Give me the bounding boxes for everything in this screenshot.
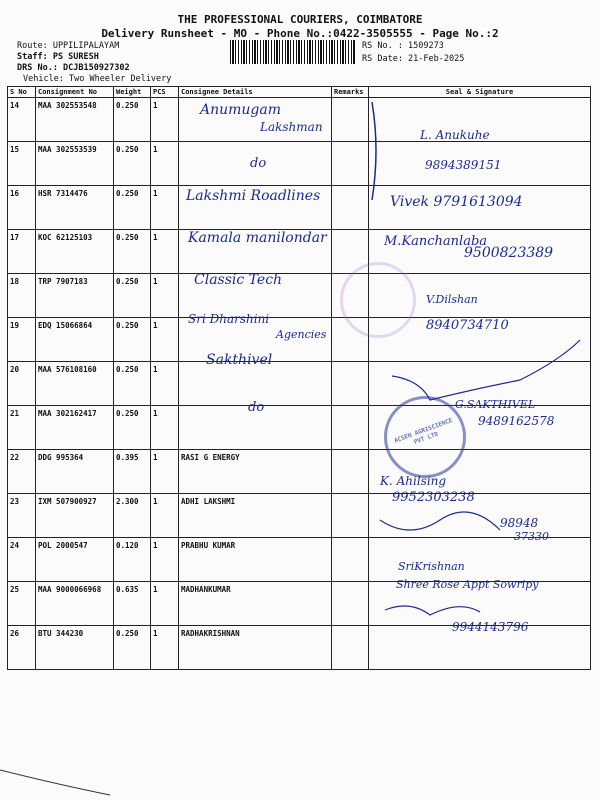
cell-pcs: 1: [151, 406, 179, 450]
cell-weight: 0.250: [114, 318, 151, 362]
col-consignee: Consignee Details: [179, 87, 332, 98]
cell-consignment: TRP 7907183: [36, 274, 114, 318]
hand-signature-19a: V.Dilshan: [426, 293, 478, 306]
hand-phone-24a: 98948: [500, 516, 539, 530]
cell-weight: 0.250: [114, 362, 151, 406]
runsheet-subtitle: Delivery Runsheet - MO - Phone No.:0422-3505555 - Page No.:2: [101, 27, 499, 40]
faded-stamp: [340, 262, 416, 338]
cell-weight: 0.250: [114, 230, 151, 274]
cell-sno: 22: [8, 450, 36, 494]
table-row: [8, 538, 591, 582]
table-row: [8, 142, 591, 186]
cell-consignment: BTU 344230: [36, 626, 114, 670]
hand-consignee-18: Classic Tech: [194, 272, 283, 288]
page-edge-mark: [0, 770, 110, 795]
cell-weight: 0.120: [114, 538, 151, 582]
seal-text: ACSEN AGRISCIENCE PVT LTD: [393, 416, 454, 446]
cell-pcs: 1: [151, 318, 179, 362]
cell-sno: 14: [8, 98, 36, 142]
hand-consignee-19a: Sri Dharshini: [188, 312, 270, 326]
col-remarks: Remarks: [332, 87, 369, 98]
hand-phone-26: 9944143796: [452, 620, 529, 634]
cell-consignment: MAA 9000066968: [36, 582, 114, 626]
cell-sno: 23: [8, 494, 36, 538]
cell-weight: 0.250: [114, 406, 151, 450]
table-header: [8, 87, 591, 98]
cell-remarks: [332, 406, 369, 450]
hand-signature-15a: L. Anukuhe: [420, 128, 490, 142]
hand-phone-19: 8940734710: [426, 318, 509, 333]
cell-weight: 0.250: [114, 98, 151, 142]
cell-consignee: [179, 362, 332, 406]
cell-sno: 18: [8, 274, 36, 318]
cell-consignment: MAA 302553539: [36, 142, 114, 186]
hand-consignee-16: Lakshmi Roadlines: [186, 188, 321, 204]
cell-pcs: 1: [151, 582, 179, 626]
drs-label: DRS No.: DCJB150927302: [17, 63, 130, 73]
company-title: THE PROFESSIONAL COURIERS, COIMBATORE: [177, 13, 423, 26]
hand-signature-21a: G.SAKTHIVEL: [455, 398, 536, 411]
cell-remarks: [332, 450, 369, 494]
cell-consignment: MAA 576108160: [36, 362, 114, 406]
rs-number: RS No. : 1509273: [362, 41, 444, 51]
hand-signature-25a: SriKrishnan: [398, 560, 465, 573]
staff-label: Staff: PS SURESH: [17, 52, 99, 62]
cell-pcs: 1: [151, 142, 179, 186]
cell-sno: 19: [8, 318, 36, 362]
cell-weight: 0.250: [114, 626, 151, 670]
col-consignment: Consignment No: [36, 87, 114, 98]
cell-consignment: DDG 995364: [36, 450, 114, 494]
route-label: Route: UPPILIPALAYAM: [17, 41, 120, 51]
cell-consignee: MADHANKUMAR: [179, 582, 332, 626]
cell-remarks: [332, 582, 369, 626]
hand-phone-23: 9952303238: [392, 490, 475, 505]
cell-pcs: 1: [151, 626, 179, 670]
company-seal-stamp: [384, 396, 466, 478]
cell-weight: 0.395: [114, 450, 151, 494]
cell-consignee: RADHAKRISHNAN: [179, 626, 332, 670]
hand-consignee-14b: Lakshman: [260, 120, 323, 134]
cell-consignee: ADHI LAKSHMI: [179, 494, 332, 538]
hand-signature-25b: Shree Rose Appt Sowripy: [396, 578, 539, 591]
cell-weight: 0.635: [114, 582, 151, 626]
cell-pcs: 1: [151, 494, 179, 538]
col-weight: Weight: [114, 87, 151, 98]
cell-sno: 24: [8, 538, 36, 582]
cell-pcs: 1: [151, 450, 179, 494]
table-row: [8, 274, 591, 318]
cell-pcs: 1: [151, 230, 179, 274]
cell-consignment: EDQ 15066864: [36, 318, 114, 362]
hand-consignee-21: do: [248, 400, 265, 415]
hand-signature-17a: M.Kanchanlaba: [384, 234, 488, 249]
hand-signature-23a: K. Ahilsing: [380, 474, 447, 488]
hand-consignee-15: do: [250, 156, 267, 171]
cell-consignee: PRABHU KUMAR: [179, 538, 332, 582]
cell-consignment: IXM 507900927: [36, 494, 114, 538]
rs-date: RS Date: 21-Feb-2025: [362, 54, 465, 64]
cell-remarks: [332, 362, 369, 406]
cell-weight: 2.300: [114, 494, 151, 538]
cell-remarks: [332, 494, 369, 538]
cell-sno: 21: [8, 406, 36, 450]
cell-consignment: HSR 7314476: [36, 186, 114, 230]
cell-weight: 0.250: [114, 142, 151, 186]
vehicle-label: Vehicle: Two Wheeler Delivery: [23, 74, 172, 84]
cell-sno: 26: [8, 626, 36, 670]
hand-consignee-14a: Anumugam: [200, 102, 282, 118]
hand-consignee-19b: Agencies: [276, 328, 327, 341]
cell-pcs: 1: [151, 362, 179, 406]
cell-remarks: [332, 626, 369, 670]
cell-pcs: 1: [151, 274, 179, 318]
cell-sno: 20: [8, 362, 36, 406]
col-sno: S No: [8, 87, 36, 98]
cell-weight: 0.250: [114, 186, 151, 230]
table-row: [8, 450, 591, 494]
cell-sno: 15: [8, 142, 36, 186]
cell-weight: 0.250: [114, 274, 151, 318]
col-pcs: PCS: [151, 87, 179, 98]
cell-pcs: 1: [151, 538, 179, 582]
hand-phone-15: 9894389151: [425, 158, 502, 172]
cell-consignee: RASI G ENERGY: [179, 450, 332, 494]
hand-consignee-20: Sakthivel: [206, 352, 273, 368]
cell-pcs: 1: [151, 186, 179, 230]
hand-consignee-17: Kamala manilondar: [188, 230, 327, 246]
cell-consignment: POL 2000547: [36, 538, 114, 582]
hand-signature-16: Vivek 9791613094: [390, 194, 523, 210]
barcode: [230, 40, 356, 64]
cell-consignment: KOC 62125103: [36, 230, 114, 274]
hand-phone-17: 9500823389: [464, 245, 554, 261]
cell-remarks: [332, 98, 369, 142]
cell-sno: 25: [8, 582, 36, 626]
cell-pcs: 1: [151, 98, 179, 142]
cell-consignment: MAA 302162417: [36, 406, 114, 450]
cell-remarks: [332, 186, 369, 230]
cell-sno: 16: [8, 186, 36, 230]
col-seal: Seal & Signature: [369, 87, 591, 98]
cell-remarks: [332, 538, 369, 582]
hand-phone-21: 9489162578: [478, 414, 555, 428]
cell-consignment: MAA 302553548: [36, 98, 114, 142]
cell-sno: 17: [8, 230, 36, 274]
hand-phone-24b: 37330: [514, 530, 549, 543]
cell-remarks: [332, 142, 369, 186]
